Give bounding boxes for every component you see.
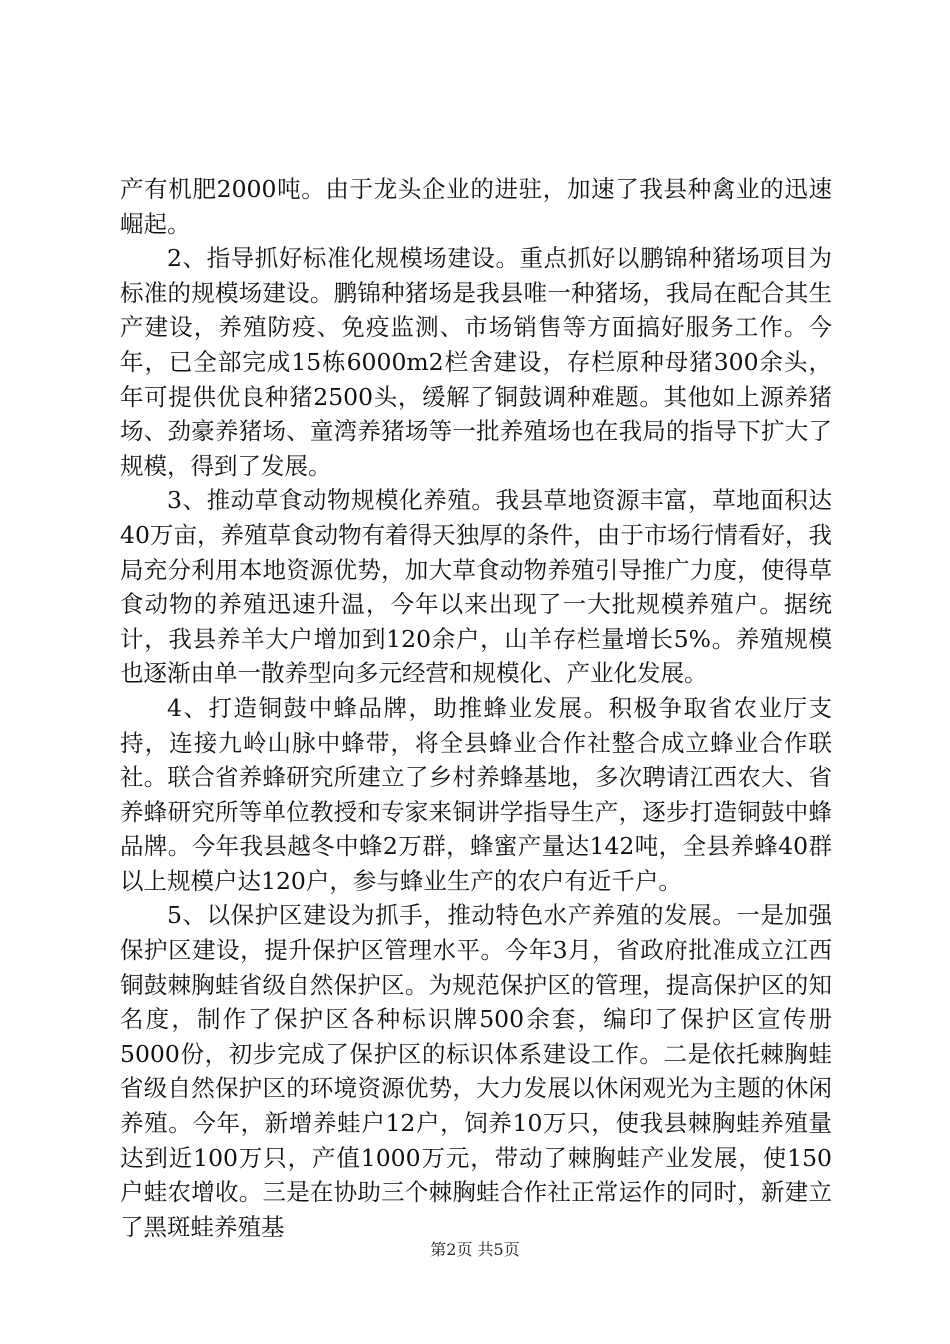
paragraph-2: 2、指导抓好标准化规模场建设。重点抓好以鹏锦种猪场项目为标准的规模场建设。鹏锦种猪场是我县唯一种猪场，我局在配合其生产建设，养殖防疫、免疫监测、市场销售等方面搞好服务工作。今年，已全部完成15栋6000m2栏舍建设，存栏原种母猪300余头，年可提供优良种猪2500头，缓解了铜鼓调种难题。其他如上源养猪场、劲豪养猪场、童湾养猪场等一批养殖场也在我局的指导下扩大了规模，得到了发展。 [120,244,832,480]
page-number: 第2页 共5页 [430,1240,520,1259]
paragraph-4: 4、打造铜鼓中蜂品牌，助推蜂业发展。积极争取省农业厅支持，连接九岭山脉中蜂带，将全县蜂业合作社整合成立蜂业合作联社。联合省养蜂研究所建立了乡村养蜂基地，多次聘请江西农大、省养蜂研究所等单位教授和专家来铜讲学指导生产，逐步打造铜鼓中蜂品牌。今年我县越冬中蜂2万群，蜂蜜产量达142吨，全县养蜂40群以上规模户达120户，参与蜂业生产的农户有近千户。 [120,693,832,895]
document-body [120,172,832,1244]
paragraph-5: 5、以保护区建设为抓手，推动特色水产养殖的发展。一是加强保护区建设，提升保护区管理水平。今年3月，省政府批准成立江西铜鼓棘胸蛙省级自然保护区。为规范保护区的管理，提高保护区的知名度，制作了保护区各种标识牌500余套，编印了保护区宣传册5000份，初步完成了保护区的标识体系建设工作。二是依托棘胸蛙省级自然保护区的环境资源优势，大力发展以休闲观光为主题的休闲养殖。今年，新增养蛙户12户，饲养10万只，使我县棘胸蛙养殖量达到近100万只，产值1000万元，带动了棘胸蛙产业发展，使150户蛙农增收。三是在协助三个棘胸蛙合作社正常运作的同时，新建立了黑斑蛙养殖基 [120,901,832,1241]
paragraph-1: 产有机肥2000吨。由于龙头企业的进驻，加速了我县种禽业的迅速崛起。 [120,175,832,238]
paragraph-3: 3、推动草食动物规模化养殖。我县草地资源丰富，草地面积达40万亩，养殖草食动物有着得天独厚的条件，由于市场行情看好，我局充分利用本地资源优势，加大草食动物养殖引导推广力度，使得草食动物的养殖迅速升温，今年以来出现了一大批规模养殖户。据统计，我县养羊大户增加到120余户，山羊存栏量增长5%。养殖规模也逐渐由单一散养型向多元经营和规模化、产业化发展。 [120,486,832,688]
